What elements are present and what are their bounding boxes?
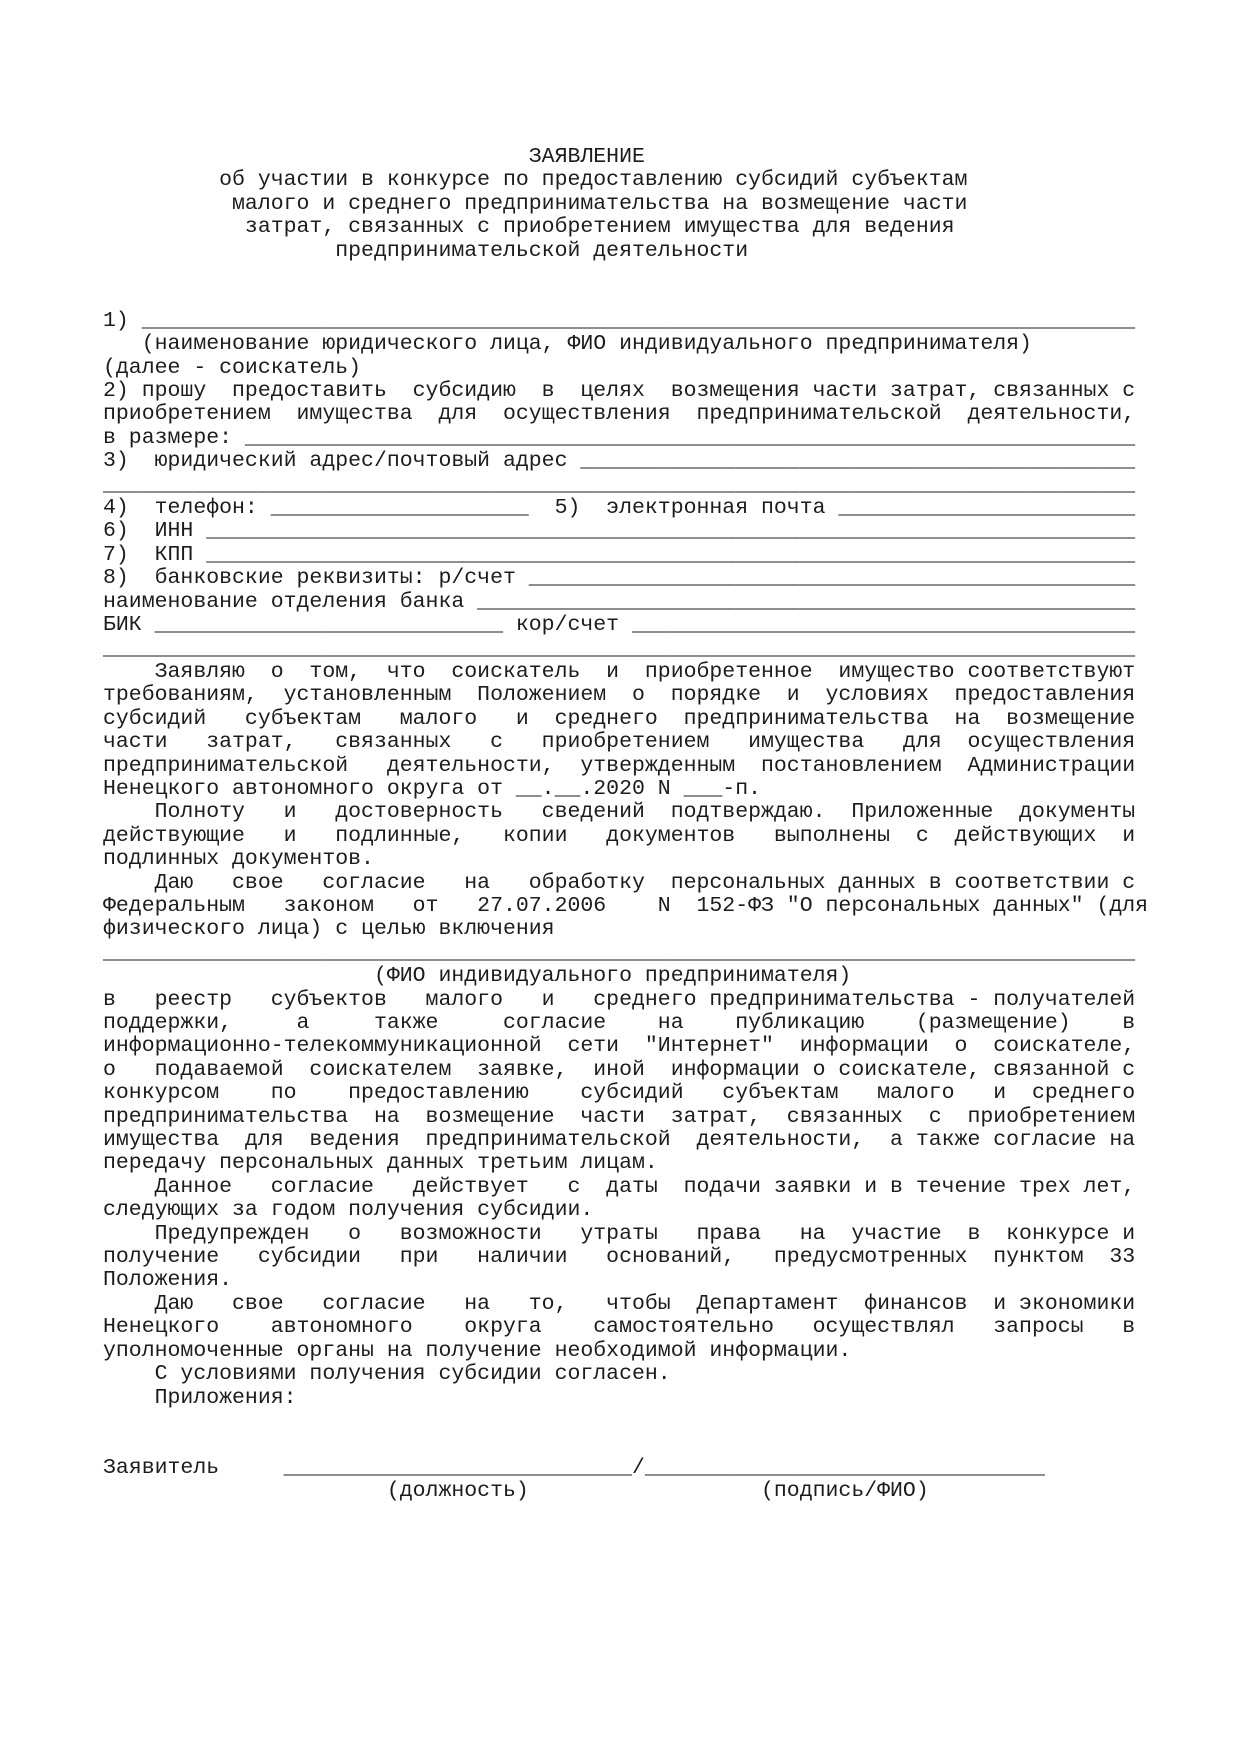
document-line: С условиями получения субсидии согласен.	[103, 1362, 671, 1387]
document-line: Заявитель ___________________________/_______________________________	[103, 1455, 1045, 1480]
document-line: 2) прошу предоставить субсидию в целях возмещения части затрат, связанных с	[103, 379, 1136, 404]
document-line: ЗАЯВЛЕНИЕ	[103, 145, 645, 169]
document-line: Полноту и достоверность сведений подтверждаю. Приложенные документы	[103, 800, 1136, 825]
document-line: приобретением имущества для осуществления предпринимательской деятельности,	[103, 402, 1136, 427]
document-line: (наименование юридического лица, ФИО индивидуального предпринимателя)	[103, 332, 1032, 357]
document-line: (ФИО индивидуального предпринимателя)	[103, 964, 852, 989]
document-line: Ненецкого автономного округа самостоятельно осуществлял запросы в	[103, 1315, 1136, 1340]
document-line: предпринимательской деятельности, утвержденным постановлением Администрации	[103, 753, 1136, 778]
document-line: части затрат, связанных с приобретением имущества для осуществления	[103, 730, 1136, 755]
document-line: предпринимательства на возмещение части затрат, связанных с приобретением	[103, 1104, 1136, 1129]
document-line: (далее - соискатель)	[103, 355, 362, 380]
document-line: 6) ИНН ________________________________________________________________________	[103, 519, 1136, 544]
document-line: 1) _____________________________________________________________________________	[103, 308, 1136, 333]
document-line: (должность) (подпись/ФИО)	[103, 1479, 929, 1504]
document-line: Данное согласие действует с даты подачи заявки и в течение трех лет,	[103, 1174, 1136, 1199]
document-line: конкурсом по предоставлению субсидий субъектам малого и среднего	[103, 1081, 1136, 1106]
document-line: затрат, связанных с приобретением имущества для ведения	[103, 215, 955, 240]
document-line: Даю свое согласие на то, чтобы Департамент финансов и экономики	[103, 1291, 1136, 1316]
document-line: Положения.	[103, 1268, 233, 1293]
document-line: требованиям, установленным Положением о порядке и условиях предоставления	[103, 683, 1136, 708]
document-line: Приложения:	[103, 1385, 297, 1410]
document-line: субсидий субъектам малого и среднего предпринимательства на возмещение	[103, 706, 1136, 731]
document-line: ________________________________________________________________________________	[103, 636, 1136, 661]
document-line: передачу персональных данных третьим лицам.	[103, 1151, 658, 1176]
document-line	[103, 1410, 1143, 1433]
document-line: Предупрежден о возможности утраты права на участие в конкурсе и	[103, 1221, 1136, 1246]
document-line: подлинных документов.	[103, 847, 374, 872]
document-line: Ненецкого автономного округа от __.__.2020 N ___-п.	[103, 776, 762, 801]
document-line: 4) телефон: ____________________ 5) электронная почта _______________________	[103, 496, 1136, 521]
document-line	[103, 1433, 1143, 1456]
document-line: о подаваемой соискателем заявке, иной информации о соискателе, связанной с	[103, 1057, 1136, 1082]
document-line: малого и среднего предпринимательства на возмещение части	[103, 191, 968, 216]
document-line: информационно-телекоммуникационной сети "Интернет" информации о соискателе,	[103, 1034, 1136, 1059]
document-line: ________________________________________________________________________________	[103, 472, 1136, 497]
document-line: 3) юридический адрес/почтовый адрес ___________________________________________	[103, 449, 1136, 474]
document-line: имущества для ведения предпринимательской деятельности, а также согласие на	[103, 1128, 1136, 1153]
document-line: 7) КПП ________________________________________________________________________	[103, 542, 1136, 567]
document-line	[103, 263, 1143, 286]
document-line: в размере: _____________________________________________________________________	[103, 425, 1136, 450]
document-line: наименование отделения банка ___________________________________________________	[103, 589, 1136, 614]
document-line: следующих за годом получения субсидии.	[103, 1198, 594, 1223]
document-line: в реестр субъектов малого и среднего предпринимательства - получателей	[103, 987, 1136, 1012]
document-line: предпринимательской деятельности	[103, 238, 749, 263]
document-line: действующие и подлинные, копии документов выполнены с действующих и	[103, 823, 1136, 848]
document-line: физического лица) с целью включения	[103, 917, 555, 942]
document-line	[103, 286, 1143, 309]
document-line: Даю свое согласие на обработку персональных данных в соответствии с	[103, 870, 1136, 895]
document-line: поддержки, а также согласие на публикацию (размещение) в	[103, 1011, 1136, 1035]
document-body	[103, 145, 1149, 1504]
document-line: Заявляю о том, что соискатель и приобретенное имущество соответствуют	[103, 659, 1136, 684]
document-line: БИК ___________________________ кор/счет _______________________________________	[103, 613, 1136, 638]
document-line: 8) банковские реквизиты: р/счет _______________________________________________	[103, 566, 1136, 591]
document-line: получение субсидии при наличии оснований, предусмотренных пунктом 33	[103, 1245, 1136, 1270]
document-line: Федеральным законом от 27.07.2006 N 152-ФЗ "О персональных данных" (для	[103, 893, 1149, 918]
document-line: об участии в конкурсе по предоставлению субсидий субъектам	[103, 168, 968, 193]
document-line: уполномоченные органы на получение необходимой информации.	[103, 1338, 852, 1363]
document-line: ________________________________________________________________________________	[103, 940, 1136, 965]
